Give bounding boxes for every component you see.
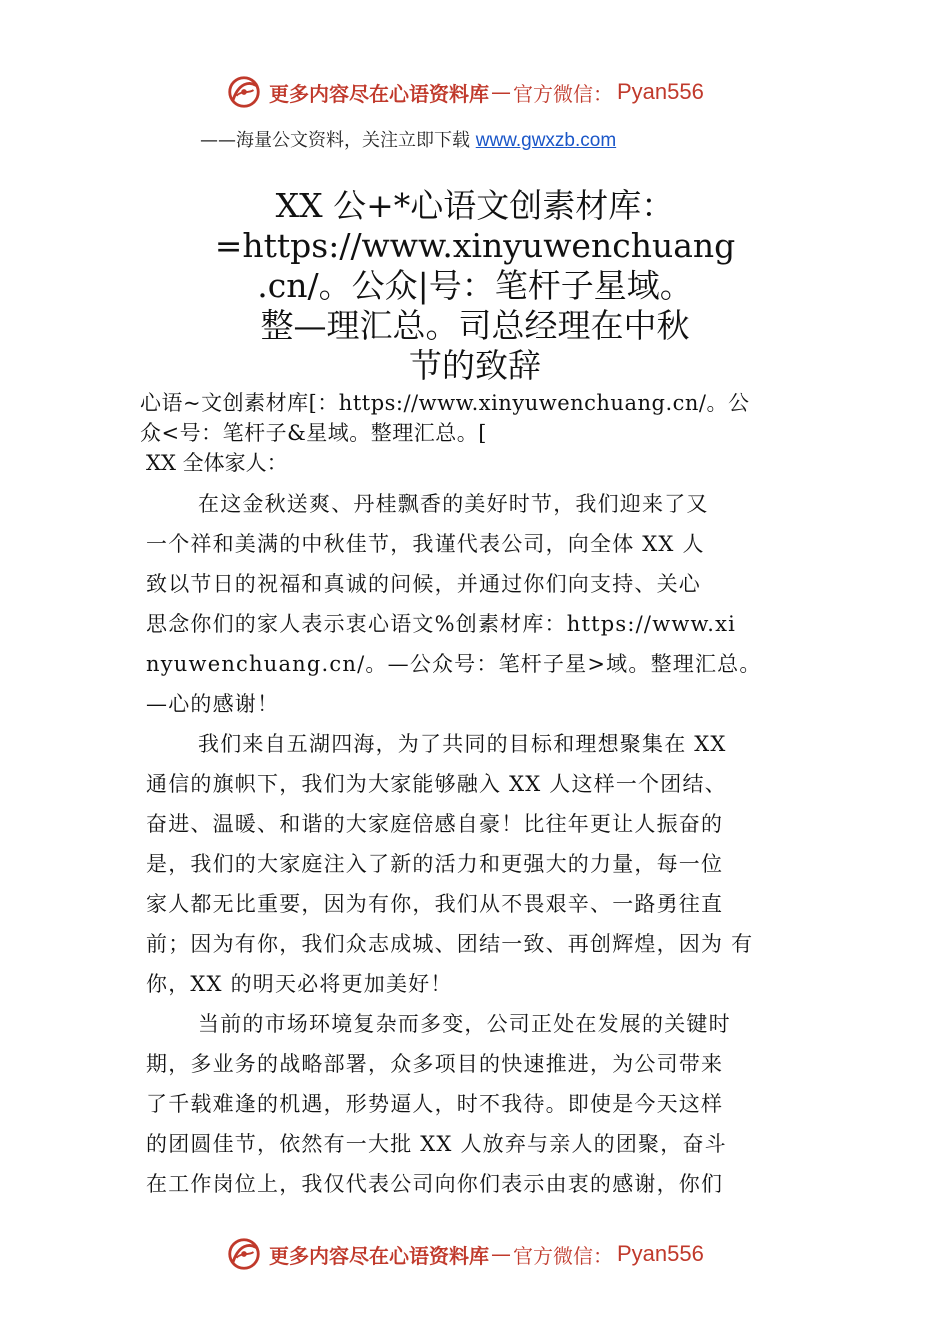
banner-wechat-label: 官方微信： (513, 1243, 613, 1268)
subline-prefix: ——海量公文资料，关注立即下载 (200, 130, 476, 151)
lead-line: 心语~文创素材库[：https://www.xinyuwenchuang.cn/。公 (140, 391, 750, 415)
body-line: —心的感谢！ (146, 692, 280, 716)
body-line: 一个祥和美满的中秋佳节，我谨代表公司，向全体 XX 人 (146, 532, 705, 556)
logo-swirl-icon (225, 1235, 263, 1273)
title-line: 整—理汇总。司总经理在中秋 (260, 306, 690, 345)
body-line: 家人都无比重要，因为有你，我们从不畏艰辛、一路勇往直 (146, 892, 724, 916)
body-line: 的团圆佳节，依然有一大批 XX 人放弃与亲人的团聚，奋斗 (146, 1132, 727, 1156)
download-link[interactable]: www.gwxzb.com (475, 130, 617, 151)
banner-dash: — (491, 1242, 511, 1266)
logo-swirl-icon (225, 73, 263, 111)
body-line: 你，XX 的明天必将更加美好！ (146, 972, 453, 996)
header-banner (225, 72, 704, 112)
body-line: 期，多业务的战略部署，众多项目的快速推进，为公司带来 (146, 1052, 724, 1076)
document-body (146, 484, 810, 1204)
banner-wechat-id: Pyan556 (617, 1241, 704, 1266)
banner-wechat-id: Pyan556 (617, 79, 704, 104)
banner-text: 更多内容尽在心语资料库 (269, 1243, 489, 1268)
body-line: 在这金秋送爽、丹桂飘香的美好时节，我们迎来了又 (198, 492, 709, 516)
salutation: XX 全体家人： (146, 451, 288, 475)
body-line: 我们来自五湖四海，为了共同的目标和理想聚集在 XX (198, 732, 727, 756)
body-line: 当前的市场环境复杂而多变，公司正处在发展的关键时 (198, 1012, 731, 1036)
body-line: 是，我们的大家庭注入了新的活力和更强大的力量，每一位 (146, 852, 724, 876)
banner-dash: — (491, 80, 511, 104)
paragraph-1 (146, 484, 810, 724)
document-title (190, 186, 760, 386)
title-line: 节的致辞 (409, 346, 541, 385)
body-line: 奋进、温暖、和谐的大家庭倍感自豪！比往年更让人振奋的 (146, 812, 724, 836)
paragraph-3 (146, 1004, 810, 1204)
body-line: 了千载难逢的机遇，形势逼人，时不我待。即使是今天这样 (146, 1092, 724, 1116)
footer-banner (225, 1234, 704, 1274)
body-line: nyuwenchuang.cn/。—公众号：笔杆子星>域。整理汇总。 (146, 652, 762, 676)
banner-text: 更多内容尽在心语资料库 (269, 81, 489, 106)
body-line: 致以节日的祝福和真诚的问候，并通过你们向支持、关心 (146, 572, 701, 596)
body-line: 通信的旗帜下，我们为大家能够融入 XX 人这样一个团结、 (146, 772, 727, 796)
body-line: 前；因为有你，我们众志成城、团结一致、再创辉煌，因为 有 (146, 932, 754, 956)
title-line: =https://www.xinyuwenchuang (214, 226, 736, 265)
body-line: 在工作岗位上，我仅代表公司向你们表示由衷的感谢，你们 (146, 1172, 724, 1196)
lead-paragraph (140, 388, 820, 448)
title-line: .cn/。公众|号：笔杆子星域。 (257, 266, 693, 305)
paragraph-2 (146, 724, 810, 1004)
lead-line: 众<号：笔杆子&星域。整理汇总。[ (140, 421, 487, 445)
download-subline (200, 126, 616, 152)
banner-wechat-label: 官方微信： (513, 81, 613, 106)
title-line: XX 公+*心语文创素材库： (275, 186, 675, 225)
body-line: 思念你们的家人表示衷心语文%创素材库：https://www.xi (146, 612, 737, 636)
